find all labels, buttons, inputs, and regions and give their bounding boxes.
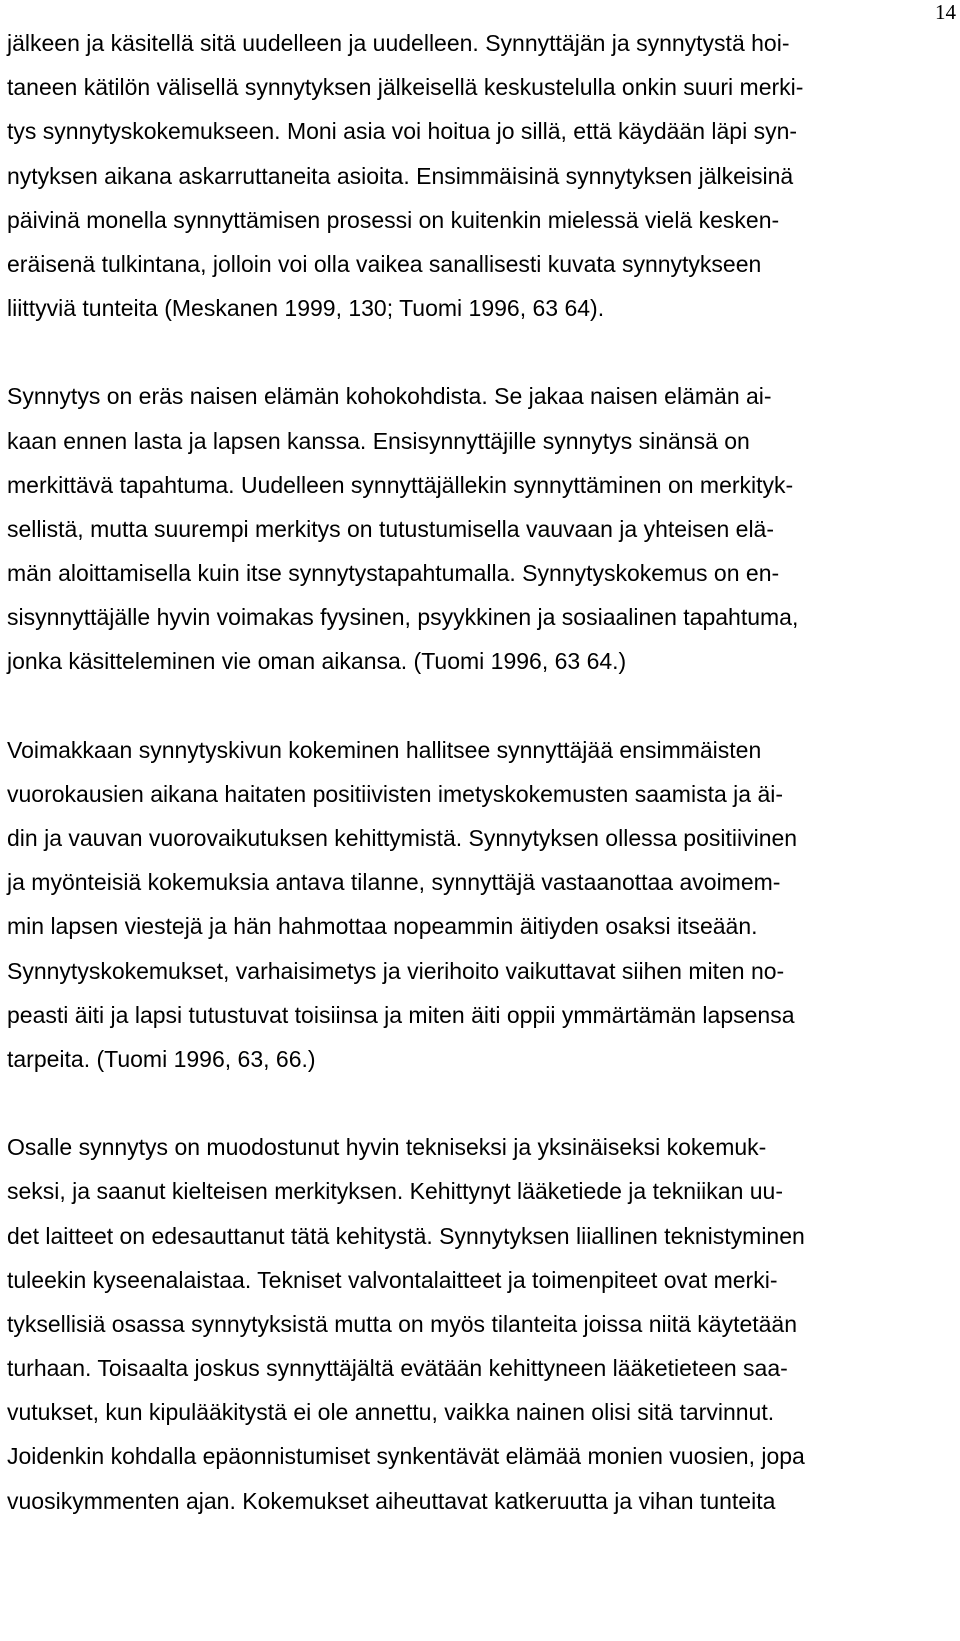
text-line: sisynnyttäjälle hyvin voimakas fyysinen, psyykkinen ja sosiaalinen tapahtuma,	[7, 604, 799, 631]
text-line: liittyviä tunteita (Meskanen 1999, 130; Tuomi 1996, 63 64).	[7, 295, 605, 322]
paragraph-4	[7, 1125, 932, 1523]
page-number: 14	[935, 0, 956, 24]
text-line: min lapsen viestejä ja hän hahmottaa nopeammin äitiyden osaksi itseään.	[7, 913, 758, 940]
text-line: seksi, ja saanut kielteisen merkityksen. Kehittynyt lääketiede ja tekniikan uu-	[7, 1178, 784, 1205]
text-line: vuosikymmenten ajan. Kokemukset aiheuttavat katkeruutta ja vihan tunteita	[7, 1487, 776, 1514]
text-line: Synnytyskokemukset, varhaisimetys ja vierihoito vaikuttavat siihen miten no-	[7, 957, 785, 984]
text-line: vutukset, kun kipulääkitystä ei ole annettu, vaikka nainen olisi sitä tarvinnut.	[7, 1399, 775, 1426]
text-line: Synnytys on eräs naisen elämän kohokohdista. Se jakaa naisen elämän ai-	[7, 383, 772, 410]
text-line: peasti äiti ja lapsi tutustuvat toisiinsa ja miten äiti oppii ymmärtämän lapsensa	[7, 1001, 795, 1028]
text-line: tyksellisiä osassa synnytyksistä mutta on myös tilanteita joissa niitä käytetään	[7, 1310, 798, 1337]
text-line: nytyksen aikana askarruttaneita asioita. Ensimmäisinä synnytyksen jälkeisinä	[7, 162, 794, 189]
text-line: kaan ennen lasta ja lapsen kanssa. Ensisynnyttäjille synnytys sinänsä on	[7, 427, 750, 454]
body-text	[7, 21, 932, 1523]
text-line: merkittävä tapahtuma. Uudelleen synnyttäjällekin synnyttäminen on merkityk-	[7, 471, 794, 498]
text-line: turhaan. Toisaalta joskus synnyttäjältä evätään kehittyneen lääketieteen saa-	[7, 1355, 788, 1382]
text-line: män aloittamisella kuin itse synnytystapahtumalla. Synnytyskokemus on en-	[7, 560, 780, 587]
text-line: eräisenä tulkintana, jolloin voi olla vaikea sanallisesti kuvata synnytykseen	[7, 250, 762, 277]
text-line: tarpeita. (Tuomi 1996, 63, 66.)	[7, 1045, 316, 1072]
paragraph-1	[7, 21, 932, 330]
text-line: det laitteet on edesauttanut tätä kehitystä. Synnytyksen liiallinen teknistyminen	[7, 1222, 805, 1249]
paragraph-2	[7, 374, 932, 683]
text-line: sellistä, mutta suurempi merkitys on tutustumisella vauvaan ja yhteisen elä-	[7, 515, 775, 542]
text-line: tys synnytyskokemukseen. Moni asia voi hoitua jo sillä, että käydään läpi syn-	[7, 118, 798, 145]
paragraph-3	[7, 728, 932, 1082]
text-line: Voimakkaan synnytyskivun kokeminen hallitsee synnyttäjää ensimmäisten	[7, 736, 762, 763]
text-line: jälkeen ja käsitellä sitä uudelleen ja uudelleen. Synnyttäjän ja synnytystä hoi-	[7, 30, 790, 56]
text-line: Osalle synnytys on muodostunut hyvin tekniseksi ja yksinäiseksi kokemuk-	[7, 1134, 767, 1161]
text-line: ja myönteisiä kokemuksia antava tilanne, synnyttäjä vastaanottaa avoimem-	[7, 869, 781, 896]
text-line: Joidenkin kohdalla epäonnistumiset synkentävät elämää monien vuosien, jopa	[7, 1443, 805, 1470]
text-line: tuleekin kyseenalaistaa. Tekniset valvontalaitteet ja toimenpiteet ovat merki-	[7, 1266, 778, 1293]
text-line: päivinä monella synnyttämisen prosessi on kuitenkin mielessä vielä kesken-	[7, 206, 780, 233]
text-line: din ja vauvan vuorovaikutuksen kehittymistä. Synnytyksen ollessa positiivinen	[7, 825, 798, 851]
text-line: taneen kätilön välisellä synnytyksen jälkeisellä keskustelulla onkin suuri merki-	[7, 74, 804, 101]
text-line: vuorokausien aikana haitaten positiivisten imetyskokemusten saamista ja äi-	[7, 780, 784, 807]
text-line: jonka käsitteleminen vie oman aikansa. (Tuomi 1996, 63 64.)	[7, 648, 627, 675]
